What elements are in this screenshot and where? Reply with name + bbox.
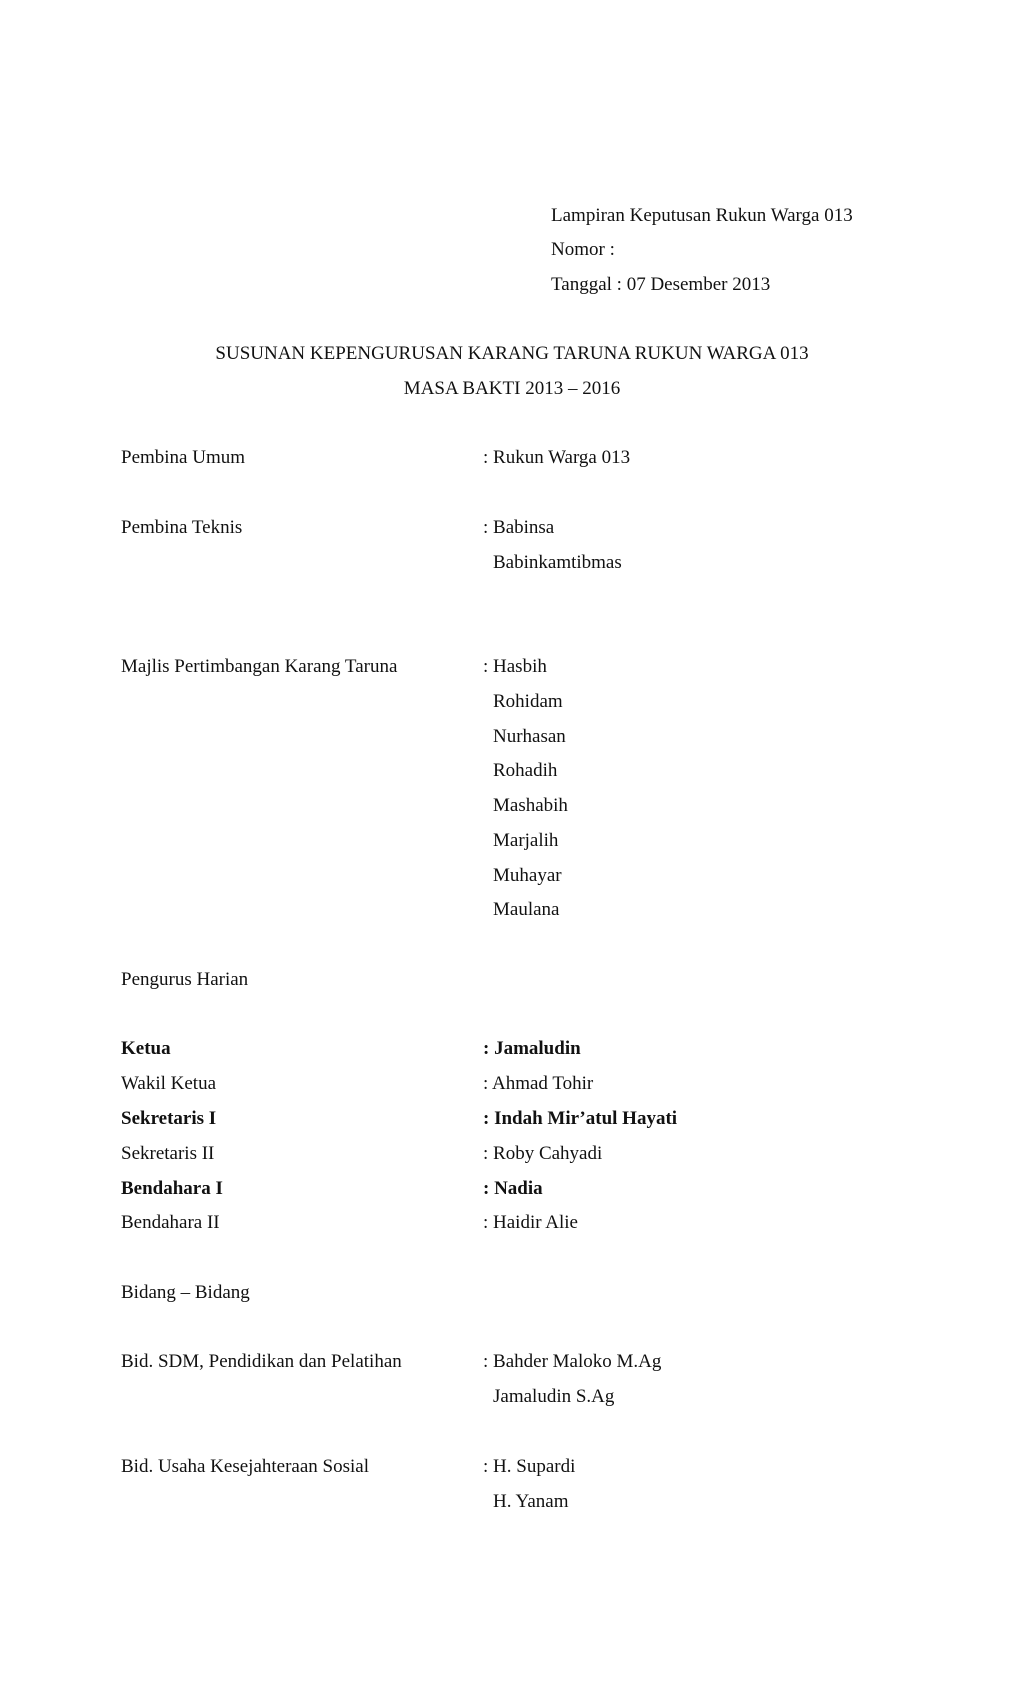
majlis-label: Majlis Pertimbangan Karang Taruna [121,656,398,677]
wakil-ketua-value: : Ahmad Tohir [483,1073,594,1094]
pembina-teknis-value: Babinkamtibmas [493,552,622,573]
majlis-member: Rohidam [493,691,563,712]
ketua-value: : Jamaludin [483,1038,581,1059]
bendahara-2-value: : Haidir Alie [483,1212,578,1233]
bid-sdm-label: Bid. SDM, Pendidikan dan Pelatihan [121,1351,402,1372]
bid-sdm-member: Jamaludin S.Ag [493,1386,615,1407]
majlis-member: Muhayar [493,865,562,886]
wakil-ketua-label: Wakil Ketua [121,1073,217,1094]
majlis-member: Mashabih [493,795,568,816]
pembina-umum-label: Pembina Umum [121,447,246,468]
bid-sdm-member: : Bahder Maloko M.Ag [483,1351,662,1372]
pembina-teknis-value: : Babinsa [483,517,555,538]
majlis-member: Nurhasan [493,726,566,747]
tanggal-text: Tanggal : 07 Desember 2013 [551,274,771,295]
majlis-member: Rohadih [493,760,558,781]
bendahara-1-label: Bendahara I [121,1178,223,1199]
sekretaris-2-value: : Roby Cahyadi [483,1143,603,1164]
nomor-text: Nomor : [551,239,615,260]
sekretaris-2-label: Sekretaris II [121,1143,215,1164]
ketua-label: Ketua [121,1038,171,1059]
majlis-member: Marjalih [493,830,559,851]
sekretaris-1-value: : Indah Mir’atul Hayati [483,1108,678,1129]
bid-usaha-member: : H. Supardi [483,1456,576,1477]
bidang-heading: Bidang – Bidang [121,1282,250,1303]
sekretaris-1-label: Sekretaris I [121,1108,217,1129]
pembina-teknis-label: Pembina Teknis [121,517,243,538]
document-title: SUSUNAN KEPENGURUSAN KARANG TARUNA RUKUN WARGA 013 [215,343,809,364]
document-subtitle: MASA BAKTI 2013 – 2016 [403,378,621,399]
bendahara-2-label: Bendahara II [121,1212,220,1233]
bid-usaha-member: H. Yanam [493,1491,569,1512]
bid-usaha-label: Bid. Usaha Kesejahteraan Sosial [121,1456,369,1477]
majlis-member: : Hasbih [483,656,547,677]
pembina-umum-value: : Rukun Warga 013 [483,447,631,468]
majlis-member: Maulana [493,899,560,920]
lampiran-text: Lampiran Keputusan Rukun Warga 013 [551,205,853,226]
pengurus-harian-heading: Pengurus Harian [121,969,249,990]
bendahara-1-value: : Nadia [483,1178,543,1199]
